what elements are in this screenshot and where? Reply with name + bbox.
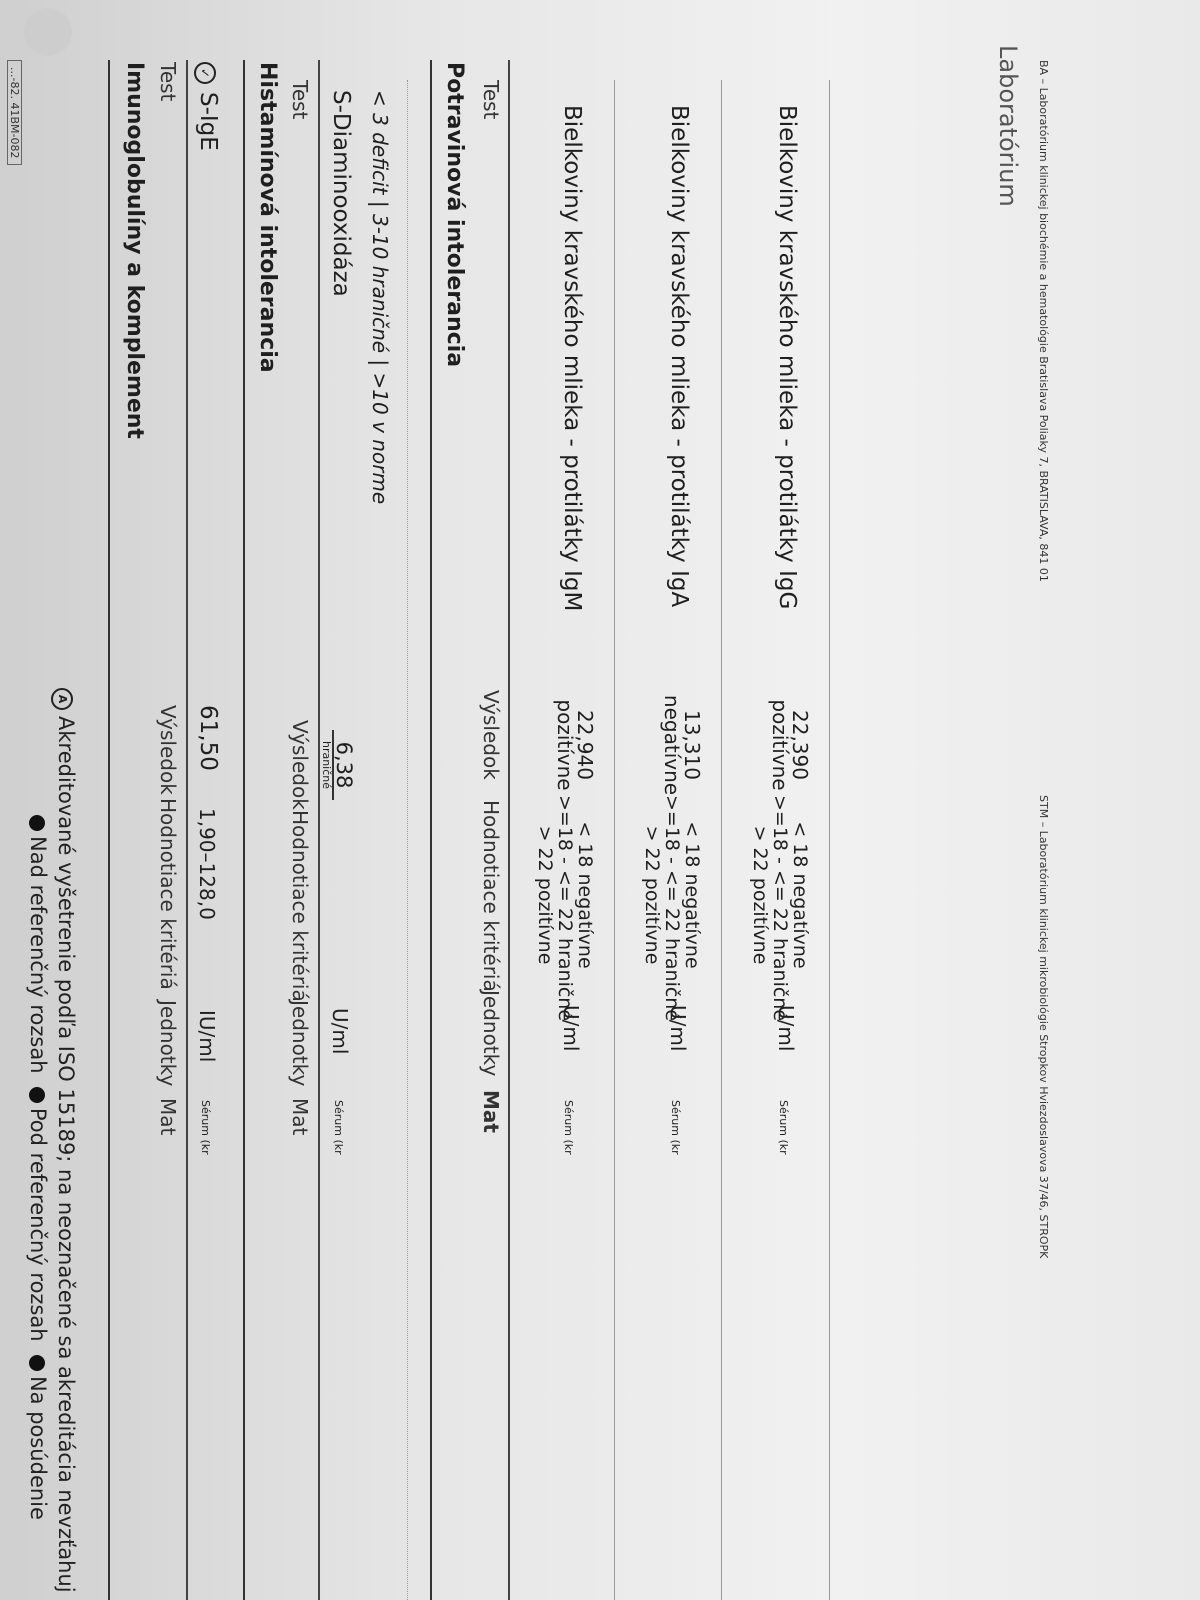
column-material: Mat [156,1098,180,1136]
material-value: Sérum (kr [562,1100,575,1155]
criteria-line: < 18 negatívne [789,821,811,969]
unit-value: U/ml [666,1005,690,1052]
footer-address-left: BA – Laboratórium klinickej biochémie a hematológie Bratislava Poliaky 7, BRATISLAVA, 841 01 [1037,60,1050,582]
unit-value: IU/ml [195,1010,219,1063]
column-criteria: Hodnotiace kritériá [156,798,180,990]
result-value [320,730,354,800]
column-result: Výsledok [479,690,503,780]
column-criteria: Hodnotiace kritériá [288,810,312,1002]
criteria-value [534,795,596,1022]
unit-value: U/ml [774,1005,798,1052]
result-note: pozitívne [768,699,792,791]
section-title-histamine: Histamínová intolerancia [255,62,280,373]
accredited-check-icon: ✓ [194,62,216,84]
accreditation-text: Akreditované vyšetrenie podľa ISO 15189; na neoznačené sa akreditácia nevzťahuj [54,716,78,1593]
section-title-immunoglobulins: Imunoglobulíny a komplement [122,62,147,439]
result-number: 22,390 [788,710,812,780]
criteria-line: < 18 negatívne [681,821,703,969]
material-value: Sérum (kr [199,1100,212,1155]
column-test: Test [156,62,180,102]
accreditation-line [51,688,78,1593]
column-test: Test [479,80,503,120]
document-code: ...-82. 41BM-082 [7,60,22,165]
criteria-line: > 22 pozitívne [749,825,771,965]
row-divider [829,80,830,1600]
criteria-line: >=18 - <= 22 hraničné [769,795,791,1022]
result-value [770,690,810,800]
column-material: Mat [479,1090,503,1133]
column-result: Výsledok [288,720,312,810]
section-divider [430,60,432,1600]
legend-below: Pod referenčný rozsah [26,1107,50,1342]
row-divider [614,80,615,1600]
legend-above: Nad referenčný rozsah [26,836,50,1074]
below-range-icon [29,1087,45,1103]
criteria-line: < 18 negatívne [574,821,596,969]
column-test: Test [288,80,312,120]
table-row-iga: Bielkoviny kravského mlieka - protilátky IgA [666,105,692,608]
criteria-value: 1,90–128,0 [195,808,219,920]
criteria-value [749,795,811,1022]
column-units: Jednotky [156,1000,180,1087]
result-note: pozitívne [553,699,577,791]
result-note: negatívne [660,694,684,796]
material-value: Sérum (kr [332,1100,345,1155]
table-row-igg: Bielkoviny kravského mlieka - protilátky IgG [774,105,800,610]
row-divider [721,80,722,1600]
legend-line [26,815,50,1520]
header-divider [318,60,320,1600]
header-divider [508,60,510,1600]
histamine-note: < 3 deficit | 3-10 hraničné | >10 v norme [368,90,392,505]
test-name: S-IgE [195,92,221,151]
criteria-line: > 22 pozitívne [641,825,663,965]
result-value: 61,50 [195,705,221,771]
legend-pending: Na posúdenie [26,1375,50,1520]
result-value [662,690,702,800]
unit-value: U/ml [559,1005,583,1052]
table-row-s-ige [194,62,221,151]
row-divider [407,80,408,1600]
table-row-diaminooxidase: S-Diaminooxidáza [328,90,354,297]
footer-title: Laboratórium [994,45,1022,207]
result-number: 13,310 [680,710,704,780]
footer-address-right: STM – Laboratórium klinickej mikrobiológie Stropkov Hviezdoslavova 37/46, STROPK [1037,795,1050,1259]
column-material: Mat [288,1098,312,1136]
pending-icon [29,1355,45,1371]
column-result: Výsledok [156,705,180,795]
unit-value: U/ml [328,1008,352,1055]
column-units: Jednotky [479,990,503,1077]
accreditation-icon: A [51,688,73,710]
section-divider [108,60,110,1600]
stamp-fragment [24,8,72,56]
result-value [555,690,595,800]
criteria-line: >=18 - <= 22 hraničné [661,795,683,1022]
criteria-line: >=18 - <= 22 hraničné [554,795,576,1022]
material-value: Sérum (kr [669,1100,682,1155]
result-number: 6,38 [332,730,354,800]
result-note: hraničné [320,740,333,790]
above-range-icon [29,815,45,831]
table-row-igm: Bielkoviny kravského mlieka - protilátky IgM [559,105,585,612]
header-divider [186,60,188,1600]
column-criteria: Hodnotiace kritériá [479,800,503,992]
material-value: Sérum (kr [777,1100,790,1155]
result-number: 22,940 [573,710,597,780]
criteria-value [641,795,703,1022]
column-units: Jednotky [288,1000,312,1087]
section-divider [243,60,245,1600]
criteria-line: > 22 pozitívne [534,825,556,965]
section-title-food-intolerance: Potravinová intolerancia [442,62,467,368]
